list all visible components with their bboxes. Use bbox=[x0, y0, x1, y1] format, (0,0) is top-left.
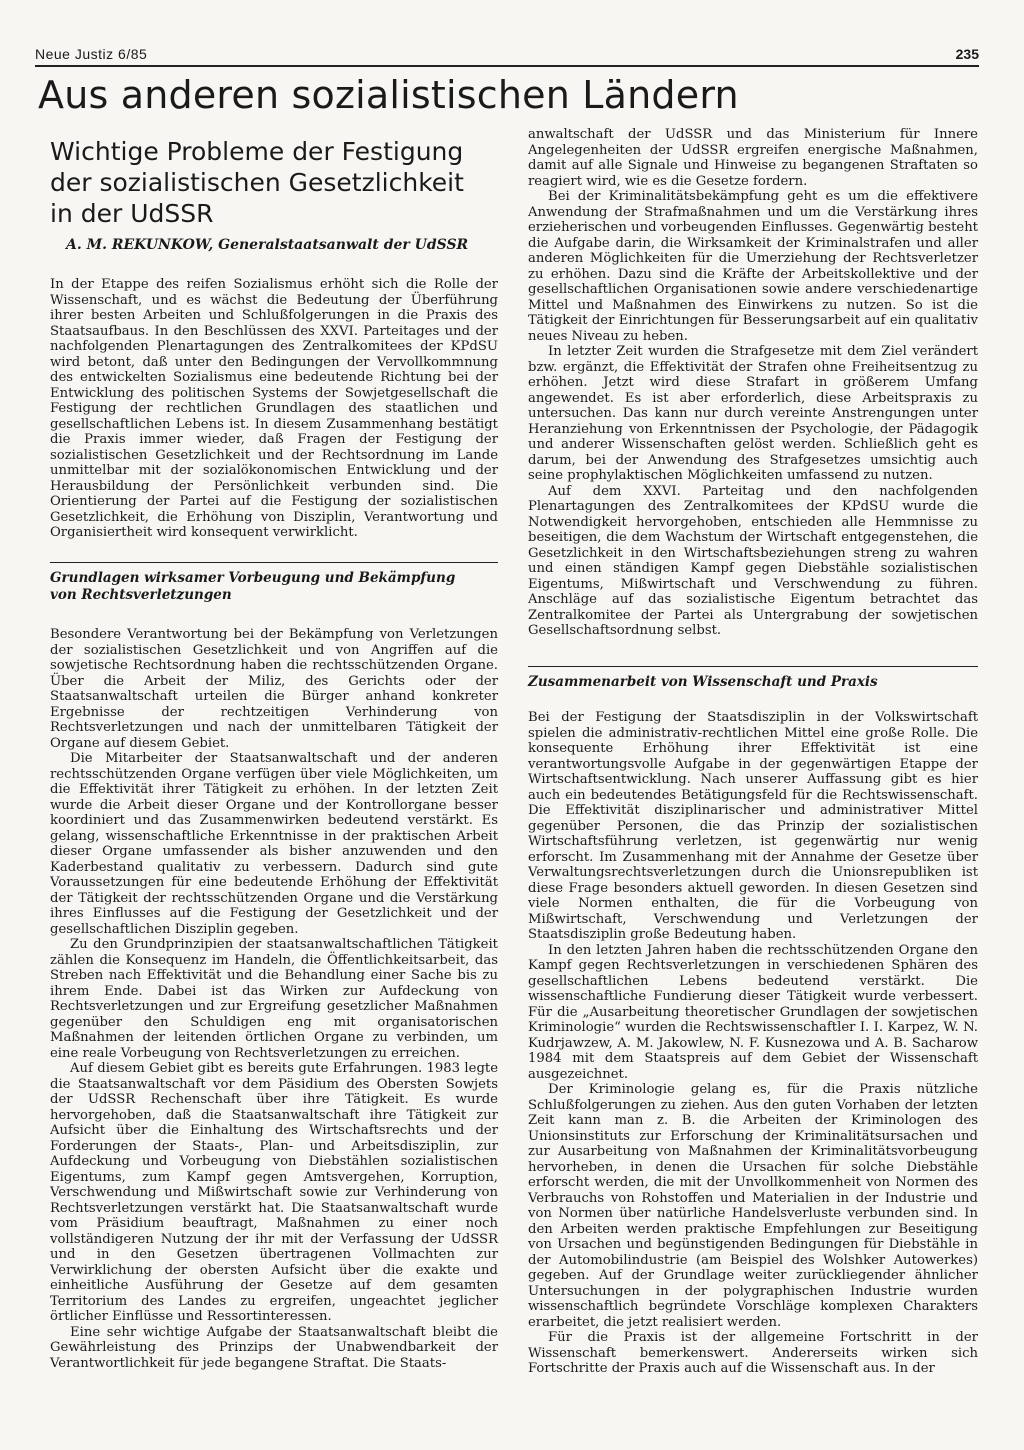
article-title bbox=[50, 136, 490, 229]
journal-issue: Neue Justiz 6/85 bbox=[35, 46, 148, 62]
subheading-line: von Rechtsverletzungen bbox=[50, 587, 232, 603]
body-paragraph: Bei der Kriminalitätsbekämpfung geht es um die effektivere Anwendung der Strafmaßnahmen und um die Verstärkung ihres erzieherischen und vorbeugenden Einflusses. Gegenwärtig besteht die Aufgabe darin, die Wirksamkeit der Kriminalstrafen und aller anderen Möglichkeiten für die Umerziehung der Rechtsverletzer zu erhöhen. Dazu sind die Kräfte der Arbeitskollektive und der gesellschaftlichen Organisationen sowie andere verschiedenartige Mittel und Maßnahmen des Einwirkens zu nutzen. So ist die Tätigkeit der Einrichtungen für Besserungsarbeit auf ein qualitativ neues Niveau zu heben. bbox=[528, 189, 978, 344]
running-header bbox=[35, 44, 979, 66]
article-title-line: der sozialistischen Gesetzlichkeit bbox=[50, 168, 464, 197]
header-rule bbox=[35, 65, 979, 67]
subheading-rule bbox=[528, 666, 978, 667]
body-paragraph: In den letzten Jahren haben die rechtsschützenden Organe den Kampf gegen Rechtsverletzungen in verschiedenen Sphären des gesellschaftlichen Lebens bedeutend verstärkt. Die wissenschaftliche Fundierung dieser Tätigkeit wurde verbessert. Für die „Ausarbeitung theoretischer Grundlagen der sowjetischen Kriminologie“ wurden die Rechtswissenschaftler I. I. Karpez, W. N. Kudrjawzew, A. M. Jakowlew, N. F. Kusnezowa und A. B. Sacharow 1984 mit dem Staatspreis auf dem Gebiet der Wissenschaft ausgezeichnet. bbox=[528, 942, 978, 1082]
intro-paragraph: In der Etappe des reifen Sozialismus erhöht sich die Rolle der Wissenschaft, und es wächst die Bedeutung der Überführung ihrer besten Arbeiten und Schlußfolgerungen in die Praxis des Staatsaufbaus. In den Beschlüssen des XXVI. Parteitages und der nachfolgenden Plenartagungen des Zentralkomitees der KPdSU wird betont, daß unter den Bedingungen der Vervollkommnung des entwickelten Sozialismus eine bedeutende Richtung bei der Entwicklung des politischen Systems der Sowjetgesellschaft die Festigung der rechtlichen Grundlagen des staatlichen und gesellschaftlichen Lebens ist. In diesem Zusammenhang bestätigt die Praxis immer wieder, daß Fragen der Festigung der sozialistischen Gesetzlichkeit und der Rechtsordnung im Lande unmittelbar mit der sozialökonomischen Entwicklung und der Herausbildung der Persönlichkeit verbunden sind. Die Orientierung der Partei auf die Festigung der sozialistischen Gesetzlichkeit, die Erhöhung von Disziplin, Verantwortung und Organisiertheit wird konsequent verwirklicht. bbox=[50, 277, 498, 540]
body-paragraph: Besondere Verantwortung bei der Bekämpfung von Verletzungen der sozialistischen Gesetzlichkeit und von Angriffen auf die sowjetische Rechtsordnung haben die rechtsschützenden Organe. Über die Arbeit der Miliz, des Gerichts oder der Staatsanwaltschaft urteilen die Bürger anhand konkreter Ergebnisse der rechtzeitigen Verhinderung von Rechtsverletzungen und nach der unmittelbaren Tätigkeit der Organe auf diesem Gebiet. bbox=[50, 627, 498, 751]
intro-paragraph-block bbox=[50, 277, 498, 541]
left-body-text bbox=[50, 627, 498, 1371]
subheading-prevention bbox=[50, 570, 498, 604]
body-paragraph: Die Mitarbeiter der Staatsanwaltschaft und der anderen rechtsschützenden Organe verfügen über viele Möglichkeiten, um die Effektivität ihrer Tätigkeit zu erhöhen. In der letzten Zeit wurde die Arbeit dieser Organe und der Kontrollorgane besser koordiniert und das Zusammenwirken bedeutend verstärkt. Es gelang, wissenschaftliche Erkenntnisse in der praktischen Arbeit dieser Organe umfassender als bisher anzuwenden und den Kaderbestand qualitativ zu verbessern. Dadurch sind gute Voraussetzungen für eine bedeutende Erhöhung der Effektivität der Tätigkeit der rechtsschützenden Organe und die Verstärkung ihres Einflusses auf die Festigung der Gesetzlichkeit und der gesellschaftlichen Disziplin gegeben. bbox=[50, 751, 498, 937]
article-author: A. M. REKUNKOW, Generalstaatsanwalt der UdSSR bbox=[66, 237, 469, 253]
right-body-text-upper bbox=[528, 127, 978, 639]
body-paragraph: anwaltschaft der UdSSR und das Ministerium für Innere Angelegenheiten der UdSSR ergreifen energische Maßnahmen, damit auf alle Signale und Hinweise zu begangenen Straftaten so reagiert wird, wie es die Gesetze fordern. bbox=[528, 127, 978, 189]
body-paragraph: Eine sehr wichtige Aufgabe der Staatsanwaltschaft bleibt die Gewährleistung des Prinzips der Unabwendbarkeit der Verantwortlichkeit für jede begangene Straftat. Die Staats- bbox=[50, 1324, 498, 1371]
body-paragraph: Bei der Festigung der Staatsdisziplin in der Volkswirtschaft spielen die administrativ-rechtlichen Mittel eine große Rolle. Die konsequente Erhöhung ihrer Effektivität ist eine verantwortungsvolle Aufgabe in der gegenwärtigen Etappe der Wirtschaftsentwicklung. Nach unserer Auffassung gibt es hier auch ein bedeutendes Betätigungsfeld für die Rechtswissenschaft. Die Effektivität disziplinarischer und administrativer Mittel gegenüber Personen, die das Prinzip der sozialistischen Wirtschaftsführung verletzen, ist gegenwärtig nur wenig erforscht. Im Zusammenhang mit der Annahme der Gesetze über Verwaltungsrechtsverletzungen durch die Unionsrepubliken ist diese Frage besonders aktuell geworden. In diesen Gesetzen sind viele Normen enthalten, die für die Vorbeugung von Mißwirtschaft, Verschwendung und Verletzungen der Staatsdisziplin große Bedeutung haben. bbox=[528, 710, 978, 942]
subheading-line: Grundlagen wirksamer Vorbeugung und Bekämpfung bbox=[50, 570, 456, 586]
article-title-line: Wichtige Probleme der Festigung bbox=[50, 137, 464, 166]
body-paragraph: In letzter Zeit wurden die Strafgesetze mit dem Ziel verändert bzw. ergänzt, die Effektivität der Strafen ohne Freiheitsentzug zu erhöhen. Jetzt wird diese Strafart in größerem Umfang angewendet. Es ist aber erforderlich, diese Arbeitspraxis zu untersuchen. Das kann nur durch vereinte Anstrengungen unter Heranziehung von Erkenntnissen der Psychologie, der Pädagogik und anderer Wissenschaften gelöst werden. Schließlich geht es darum, bei der Anwendung des Strafgesetzes umsichtig auch seine prophylaktischen Möglichkeiten umfassend zu nutzen. bbox=[528, 344, 978, 483]
right-body-text-lower bbox=[528, 710, 978, 1377]
body-paragraph: Für die Praxis ist der allgemeine Fortschritt in der Wissenschaft bemerkenswert. Andererseits wirken sich Fortschritte der Praxis auch auf die Wissenschaft aus. In der bbox=[528, 1330, 978, 1376]
page-number: 235 bbox=[955, 46, 979, 62]
article-title-line: in der UdSSR bbox=[50, 199, 214, 228]
section-title: Aus anderen sozialistischen Ländern bbox=[38, 73, 739, 117]
body-paragraph: Zu den Grundprinzipien der staatsanwaltschaftlichen Tätigkeit zählen die Konsequenz im Handeln, die Öffentlichkeitsarbeit, das Streben nach Effektivität und die Behandlung einer Sache bis zu ihrem Ende. Dabei ist das Wirken zur Aufdeckung von Rechtsverletzungen und zur Ergreifung gesetzlicher Maßnahmen gegenüber den Schuldigen eng mit organisatorischen Maßnahmen der leitenden örtlichen Organe zu verbinden, um eine reale Vorbeugung von Rechtsverletzungen zu erreichen. bbox=[50, 937, 498, 1061]
subheading-line: Zusammenarbeit von Wissenschaft und Praxis bbox=[528, 674, 878, 690]
subheading-rule bbox=[50, 562, 498, 563]
body-paragraph: Der Kriminologie gelang es, für die Praxis nützliche Schlußfolgerungen zu ziehen. Aus den guten Vorhaben der letzten Zeit kann man z. B. die Arbeiten der Kriminologen des Unionsinstituts zur Erforschung der Kriminalitätsursachen und zur Ausarbeitung von Maßnahmen der Kriminalitätsvorbeugung hervorheben, in denen die Ursachen für solche Diebstähle erforscht werden, die mit der Unvollkommenheit von Normen des Verbrauchs von Rohstoffen und Materialien in der Industrie und von Normen über natürliche Handelsverluste verbunden sind. In den Arbeiten werden praktische Empfehlungen zur Beseitigung von Ursachen und begünstigenden Bedingungen für Diebstähle in der Automobilindustrie (am Beispiel des Wolshker Autowerkes) gegeben. Auf der Grundlage weiter zurückliegender ähnlicher Untersuchungen in der polygraphischen Industrie wurden wissenschaftlich begründete Vorschläge komplexen Charakters erarbeitet, die jetzt realisiert werden. bbox=[528, 1082, 978, 1330]
body-paragraph: Auf diesem Gebiet gibt es bereits gute Erfahrungen. 1983 legte die Staatsanwaltschaft vor dem Päsidium des Obersten Sowjets der UdSSR Rechenschaft über ihre Tätigkeit. Es wurde hervorgehoben, daß die Staatsanwaltschaft ihre Tätigkeit zur Aufsicht über die Einhaltung des Wirtschaftsrechts und der Forderungen der Staats-, Plan- und Arbeitsdisziplin, zur Aufdeckung und Vorbeugung von Diebstählen sozialistischen Eigentums, zum Kampf gegen Amtsvergehen, Korruption, Verschwendung und Mißwirtschaft sowie zur Verhinderung von Rechtsverletzungen verstärkt hat. Die Staatsanwaltschaft wurde vom Präsidium beauftragt, Maßnahmen zu einer noch vollständigeren Nutzung der ihr mit der Verfassung der UdSSR und in den Gesetzen übertragenen Vollmachten zur Verwirklichung der obersten Aufsicht über die exakte und einheitliche Ausführung der Gesetze auf dem gesamten Territorium des Landes zu ergreifen, ungeachtet jeglicher örtlicher Einflüsse und Ressortinteressen. bbox=[50, 1061, 498, 1324]
subheading-cooperation bbox=[528, 674, 978, 691]
body-paragraph: Auf dem XXVI. Parteitag und den nachfolgenden Plenartagungen des Zentralkomitees der KPdSU wurde die Notwendigkeit hervorgehoben, entschieden alle Hemmnisse zu beseitigen, die dem Wachstum der Wirtschaft entgegenstehen, die Gesetzlichkeit in den Wirtschaftsbeziehungen streng zu wahren und einen ständigen Kampf gegen Diebstähle sozialistischen Eigentums, Mißwirtschaft und Verschwendung zu führen. Anschläge auf das sozialistische Eigentum betrachtet das Zentralkomitee der Partei als Untergrabung der sowjetischen Gesellschaftsordnung selbst. bbox=[528, 483, 978, 638]
